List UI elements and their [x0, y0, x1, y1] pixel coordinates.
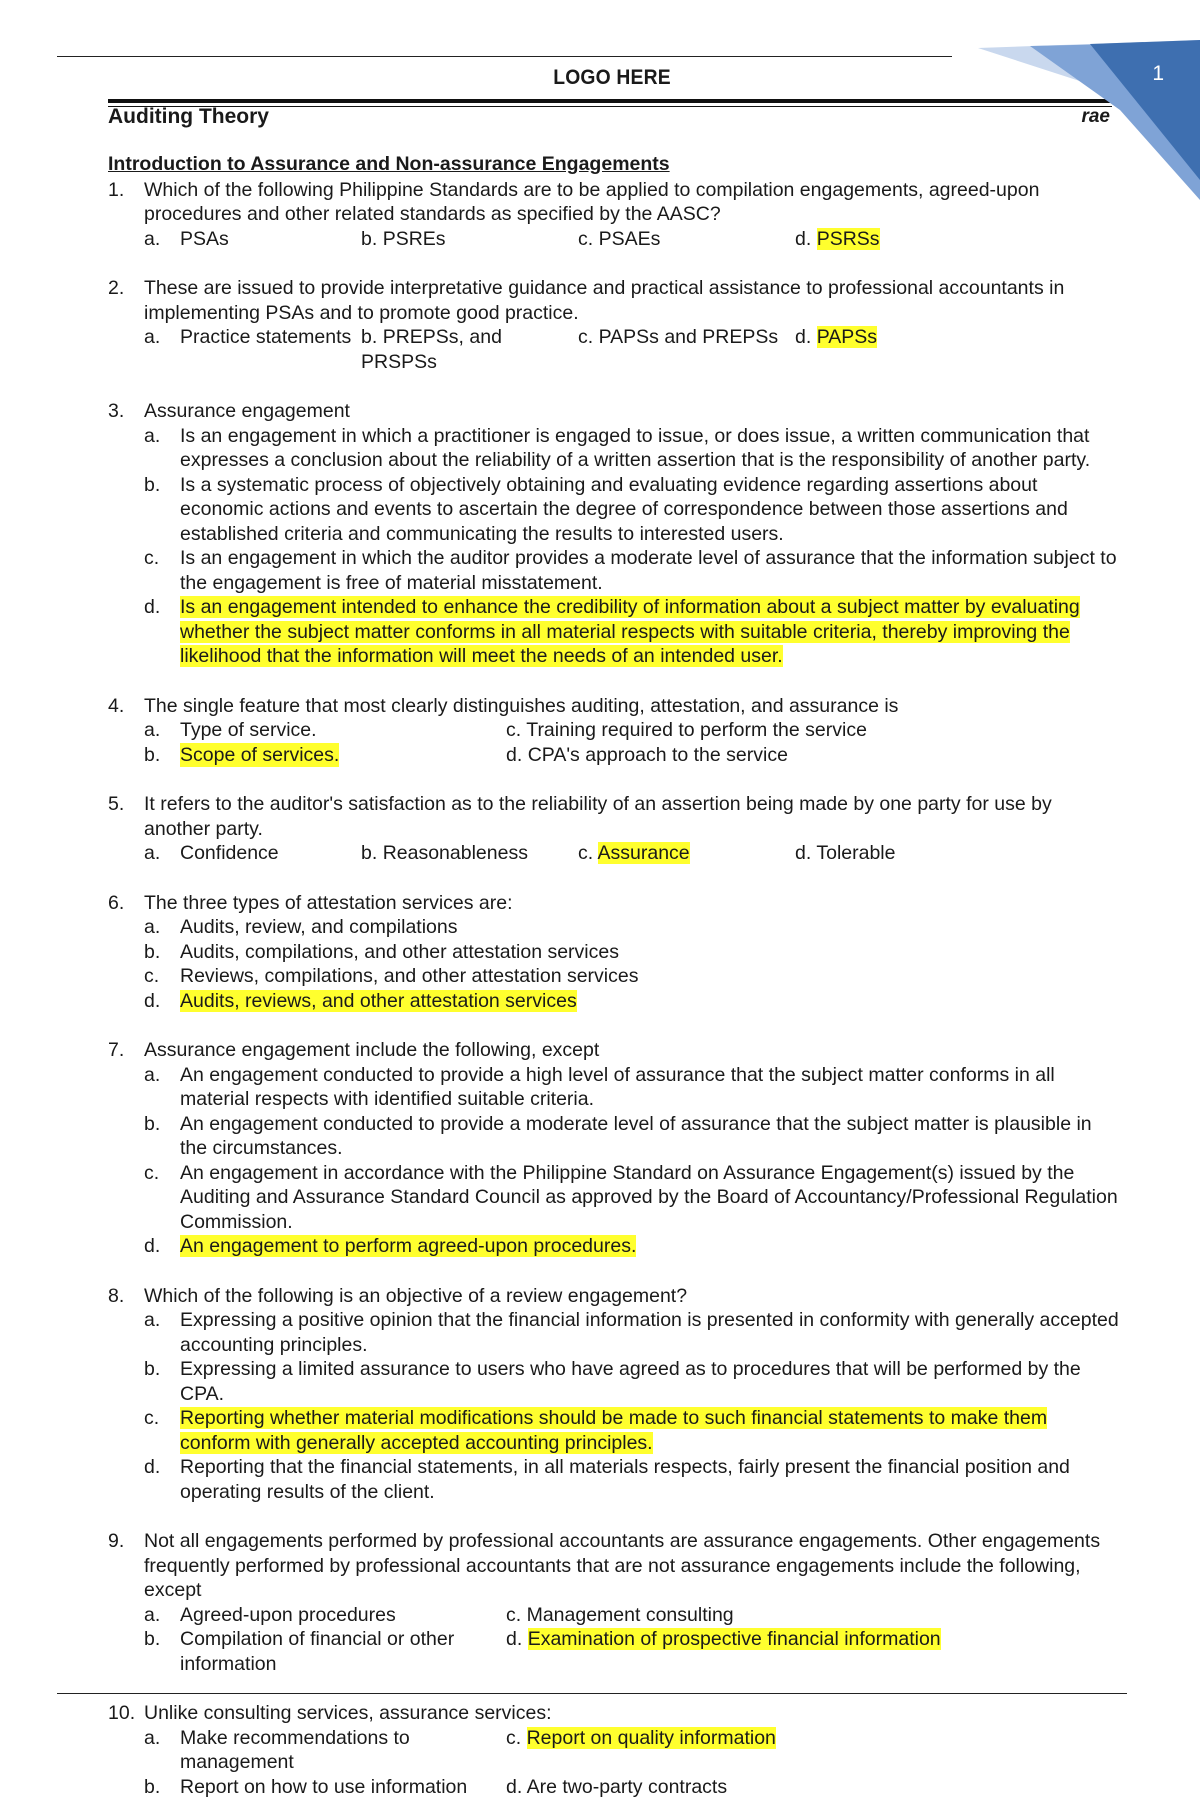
choice-c-answer: c. Reporting whether material modifications should be made to such financial statements to make them conform with generally accepted accounting principles. — [144, 1406, 1120, 1455]
choices — [144, 325, 1120, 374]
choice-b: b. PSREs — [361, 227, 578, 252]
question-text: Assurance engagement — [144, 399, 1120, 424]
question-number: 7. — [108, 1038, 144, 1063]
choices — [144, 841, 1120, 866]
question-text: Unlike consulting services, assurance services: — [144, 1701, 1120, 1726]
question-8 — [108, 1284, 1120, 1505]
question-text: It refers to the auditor's satisfaction as to the reliability of an assertion being made by one party for use by another party. — [144, 792, 1120, 841]
question-text: Which of the following Philippine Standards are to be applied to compilation engagements, agreed-upon procedures and other related standards as specified by the AASC? — [144, 178, 1120, 227]
choice-a: a. Confidence — [144, 841, 361, 866]
question-text: Not all engagements performed by professional accountants are assurance engagements. Other engagements frequently performed by professional accountants that are not assurance engagements include the following, except — [144, 1529, 1120, 1603]
choices — [144, 1603, 1120, 1677]
choice-a: a. Audits, review, and compilations — [144, 915, 1120, 940]
choice-d-answer: d. PSRSs — [795, 227, 1120, 252]
question-number: 1. — [108, 178, 144, 227]
choice-a: a. PSAs — [144, 227, 361, 252]
choice-b: b. Report on how to use information — [144, 1775, 506, 1799]
question-7 — [108, 1038, 1120, 1259]
choice-c: c. PSAEs — [578, 227, 795, 252]
choice-d: d. Tolerable — [795, 841, 1120, 866]
question-number: 8. — [108, 1284, 144, 1309]
choice-b: b. Is a systematic process of objectively obtaining and evaluating evidence regarding assertions about economic actions and events to ascertain the degree of correspondence between those assertions and established criteria and communicating the results to interested users. — [144, 473, 1120, 547]
choice-b: b. PREPSs, and PRSPSs — [361, 325, 578, 374]
choice-d: d. Are two-party contracts — [506, 1775, 1120, 1799]
header-top-rule — [57, 56, 952, 57]
choice-a: a. Make recommendations to management — [144, 1726, 506, 1775]
choice-b: b. Compilation of financial or other information — [144, 1627, 506, 1676]
choice-c: c. Training required to perform the service — [506, 718, 1120, 743]
subject-title: Auditing Theory — [108, 105, 269, 129]
question-text: Assurance engagement include the following, except — [144, 1038, 1120, 1063]
question-text: These are issued to provide interpretative guidance and practical assistance to professional accountants in implementing PSAs and to promote good practice. — [144, 276, 1120, 325]
question-number: 10. — [108, 1701, 144, 1726]
question-number: 6. — [108, 891, 144, 916]
choice-d-answer: d. Audits, reviews, and other attestation services — [144, 989, 1120, 1014]
logo-placeholder: LOGO HERE — [49, 66, 1175, 90]
question-number: 4. — [108, 694, 144, 719]
choice-d-answer: d. An engagement to perform agreed-upon procedures. — [144, 1234, 1120, 1259]
choice-d: d. Reporting that the financial statements, in all materials respects, fairly present the financial position and operating results of the client. — [144, 1455, 1120, 1504]
choices — [144, 718, 1120, 767]
question-number: 3. — [108, 399, 144, 424]
choice-a: a. Agreed-upon procedures — [144, 1603, 506, 1628]
question-5 — [108, 792, 1120, 866]
question-1 — [108, 178, 1120, 252]
choice-b-answer: b. Scope of services. — [144, 743, 506, 768]
question-9 — [108, 1529, 1120, 1676]
choice-d-answer: d. Examination of prospective financial information — [506, 1627, 1120, 1676]
choice-d-answer: d. Is an engagement intended to enhance the credibility of information about a subject matter by evaluating whether the subject matter conforms in all material respects with suitable criteria, thereby improving the likelihood that the information will meet the needs of an intended user. — [144, 595, 1120, 669]
choice-b: b. Reasonableness — [361, 841, 578, 866]
question-3 — [108, 399, 1120, 669]
choice-c-answer: c. Report on quality information — [506, 1726, 1120, 1775]
question-number: 9. — [108, 1529, 144, 1603]
choice-c-answer: c. Assurance — [578, 841, 795, 866]
section-title: Introduction to Assurance and Non-assurance Engagements — [108, 152, 1120, 177]
question-number: 2. — [108, 276, 144, 325]
choices — [144, 227, 1120, 252]
choice-a: a. Type of service. — [144, 718, 506, 743]
question-text: The single feature that most clearly distinguishes auditing, attestation, and assurance is — [144, 694, 1120, 719]
question-text: Which of the following is an objective of a review engagement? — [144, 1284, 1120, 1309]
choice-b: b. Audits, compilations, and other attestation services — [144, 940, 1120, 965]
page-number: 1 — [1152, 62, 1164, 86]
question-6 — [108, 891, 1120, 1014]
choices — [144, 1726, 1120, 1799]
choice-a: a. An engagement conducted to provide a high level of assurance that the subject matter conforms in all material respects with identified suitable criteria. — [144, 1063, 1120, 1112]
choice-a: a. Is an engagement in which a practitioner is engaged to issue, or does issue, a written communication that expresses a conclusion about the reliability of a written assertion that is the responsibility of another party. — [144, 424, 1120, 473]
choice-c: c. Management consulting — [506, 1603, 1120, 1628]
question-4 — [108, 694, 1120, 768]
question-2 — [108, 276, 1120, 374]
question-10 — [108, 1701, 1120, 1799]
question-number: 5. — [108, 792, 144, 841]
choice-c: c. Reviews, compilations, and other attestation services — [144, 964, 1120, 989]
choice-d-answer: d. PAPSs — [795, 325, 1120, 374]
question-text: The three types of attestation services are: — [144, 891, 1120, 916]
author-initials: rae — [1081, 106, 1110, 128]
choice-a: a. Practice statements — [144, 325, 361, 374]
choice-b: b. Expressing a limited assurance to users who have agreed as to procedures that will be performed by the CPA. — [144, 1357, 1120, 1406]
choice-c: c. Is an engagement in which the auditor provides a moderate level of assurance that the information subject to the engagement is free of material misstatement. — [144, 546, 1120, 595]
choice-c: c. PAPSs and PREPSs — [578, 325, 795, 374]
header-rule-thick — [108, 99, 1112, 103]
choice-b: b. An engagement conducted to provide a moderate level of assurance that the subject matter is plausible in the circumstances. — [144, 1112, 1120, 1161]
document-body — [108, 152, 1120, 1799]
choice-c: c. An engagement in accordance with the Philippine Standard on Assurance Engagement(s) issued by the Auditing and Assurance Standard Council as approved by the Board of Accountancy/Professional Regulation Commission. — [144, 1161, 1120, 1235]
choice-d: d. CPA's approach to the service — [506, 743, 1120, 768]
choice-a: a. Expressing a positive opinion that the financial information is presented in conformity with generally accepted accounting principles. — [144, 1308, 1120, 1357]
